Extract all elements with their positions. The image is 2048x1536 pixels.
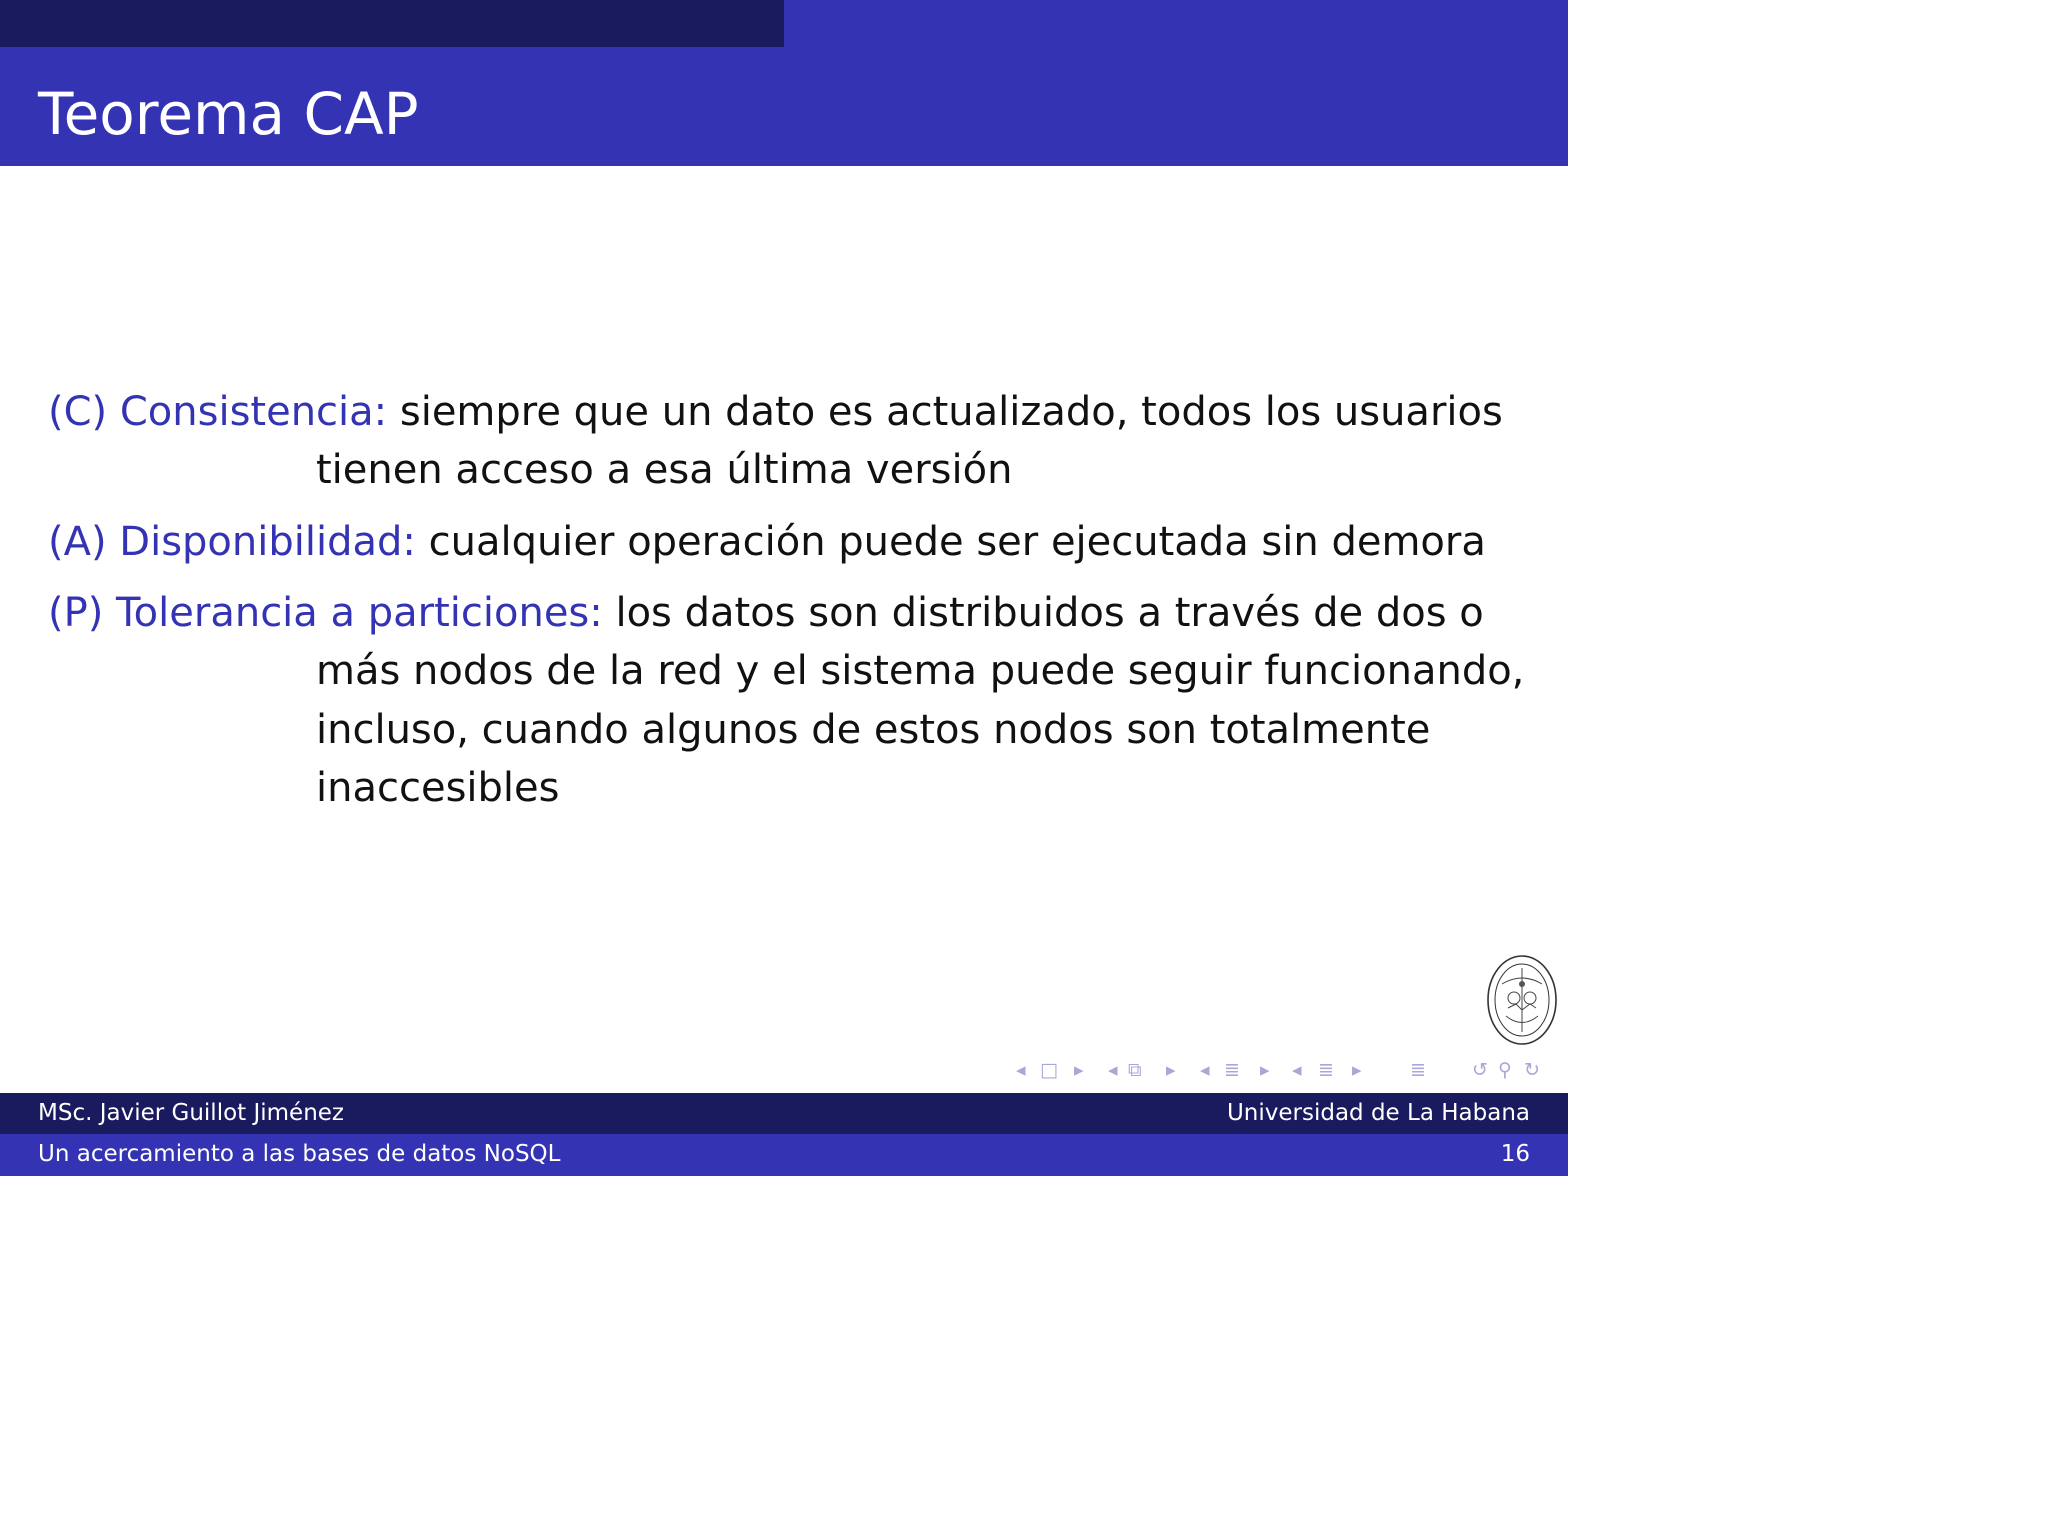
cap-item-availability <box>48 513 1486 571</box>
redo-icon[interactable]: ↻ <box>1524 1059 1540 1081</box>
nav-section-necesidades[interactable]: Necesidades actuales <box>1592 9 1843 35</box>
cap-item-text: los datos son distribuidos a través de dos o <box>615 590 1484 636</box>
cap-item-text: cualquier operación puede ser ejecutada sin demora <box>428 519 1486 565</box>
cap-item-continuation: inaccesibles <box>316 765 560 811</box>
section-icon[interactable]: ≣ <box>1318 1059 1334 1081</box>
cap-item-lead: (C) Consistencia: <box>48 389 388 435</box>
cap-item-lead: (A) Disponibilidad: <box>48 519 416 565</box>
prev-subsection-icon[interactable]: ◂ <box>1200 1059 1210 1081</box>
section-nav-bar <box>0 0 1843 47</box>
next-subsection-icon[interactable]: ▸ <box>1260 1059 1270 1081</box>
cap-item-continuation: tienen acceso a esa última versión <box>316 447 1013 493</box>
footer-author: MSc. Javier Guillot Jiménez <box>38 1100 345 1126</box>
section-nav-right <box>784 0 1843 47</box>
footer-institution: Universidad de La Habana <box>1226 1100 1530 1126</box>
cap-item-partition-tolerance <box>48 584 1484 642</box>
document-icon[interactable]: ≣ <box>1410 1059 1426 1081</box>
next-section-icon[interactable]: ▸ <box>1352 1059 1362 1081</box>
next-slide-icon[interactable]: ▸ <box>1074 1059 1084 1081</box>
cap-item-continuation: incluso, cuando algunos de estos nodos son totalmente <box>316 707 1431 753</box>
footer-top-band <box>0 1093 1568 1134</box>
prev-slide-icon[interactable]: ◂ <box>1016 1059 1026 1081</box>
search-icon[interactable]: ⚲ <box>1498 1059 1512 1081</box>
beamer-navigation-controls <box>1012 1057 1560 1083</box>
prev-frame-icon[interactable]: ◂ <box>1108 1059 1118 1081</box>
university-seal-logo <box>1486 954 1558 1046</box>
next-frame-icon[interactable]: ▸ <box>1166 1059 1176 1081</box>
footer-bottom-band <box>0 1134 1568 1176</box>
cap-item-consistency <box>48 383 1503 441</box>
section-nav-left <box>0 0 784 47</box>
slide-title: Teorema CAP <box>38 80 419 148</box>
undo-icon[interactable]: ↺ <box>1472 1059 1488 1081</box>
cap-item-continuation: más nodos de la red y el sistema puede seguir funcionando, <box>316 648 1525 694</box>
footer-page-number: 16 <box>1500 1141 1530 1167</box>
footer-talk-title: Un acercamiento a las bases de datos NoSQL <box>38 1141 561 1167</box>
prev-section-icon[interactable]: ◂ <box>1292 1059 1302 1081</box>
cap-item-text: siempre que un dato es actualizado, todos los usuarios <box>399 389 1503 435</box>
frame-stack-icon[interactable]: ⧉ <box>1128 1059 1142 1081</box>
slide-frame-icon[interactable]: □ <box>1040 1059 1058 1081</box>
cap-item-lead: (P) Tolerancia a particiones: <box>48 590 603 636</box>
subsection-icon[interactable]: ≣ <box>1224 1059 1240 1081</box>
title-bar <box>0 47 1568 166</box>
